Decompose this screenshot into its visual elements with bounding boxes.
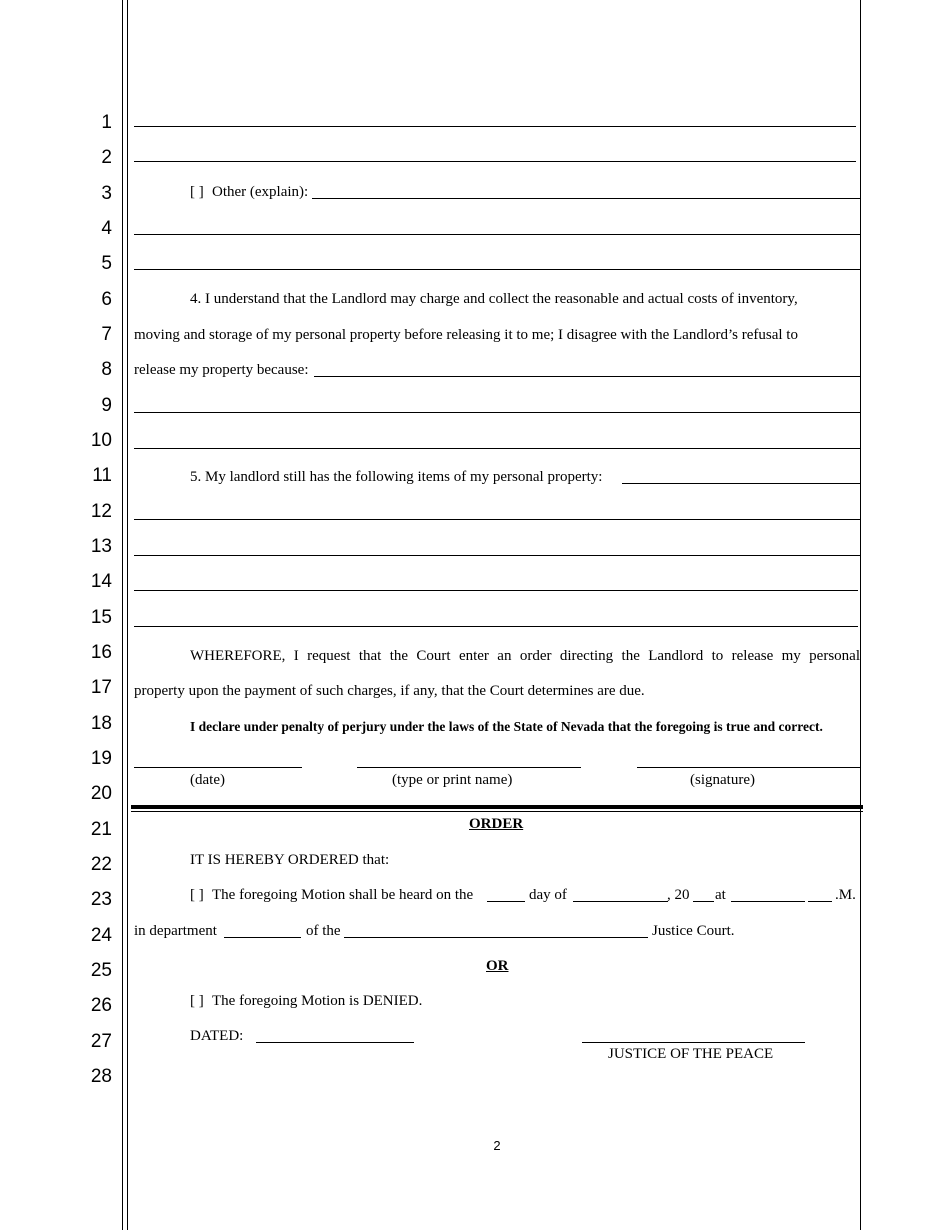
fill-line[interactable] <box>134 234 860 235</box>
line-number: 23 <box>90 889 112 910</box>
denied-text: The foregoing Motion is DENIED. <box>212 993 423 1009</box>
line-number: 7 <box>101 324 112 345</box>
margin-line-left-inner <box>127 0 128 1230</box>
line-number: 20 <box>90 783 112 804</box>
date-label: (date) <box>190 772 225 788</box>
order-title: ORDER <box>469 816 524 832</box>
line-number: 3 <box>101 183 112 204</box>
order-divider-thin <box>131 811 863 812</box>
hearing-year-blank[interactable] <box>693 901 714 902</box>
heard-text: The foregoing Motion shall be heard on the <box>212 887 474 903</box>
fill-line[interactable] <box>134 412 860 413</box>
line-number: 17 <box>90 677 112 698</box>
fill-line[interactable] <box>134 126 856 127</box>
meridiem-suffix: .M. <box>835 887 856 903</box>
ordered-text: IT IS HEREBY ORDERED that: <box>190 852 390 868</box>
signature-label: (signature) <box>690 772 755 788</box>
property-items-fill-line[interactable] <box>622 483 860 484</box>
signature-line[interactable] <box>637 767 860 768</box>
page-number: 2 <box>493 1138 501 1153</box>
para4-line3: release my property because: <box>134 362 309 378</box>
para5-line1: 5. My landlord still has the following items of my personal property: <box>190 469 603 485</box>
heard-checkbox[interactable]: [ ] <box>190 887 204 903</box>
line-number: 8 <box>101 359 112 380</box>
name-signature-line[interactable] <box>357 767 581 768</box>
dated-label: DATED: <box>190 1028 244 1044</box>
refusal-reason-fill-line[interactable] <box>314 376 860 377</box>
wherefore-line2: property upon the payment of such charges, if any, that the Court determines are due. <box>134 683 645 699</box>
order-divider-thick <box>131 805 863 809</box>
line-number: 19 <box>90 748 112 769</box>
line-number: 12 <box>90 501 112 522</box>
justice-label: JUSTICE OF THE PEACE <box>608 1046 774 1062</box>
justice-signature-line[interactable] <box>582 1042 805 1043</box>
line-number: 26 <box>90 995 112 1016</box>
denied-checkbox[interactable]: [ ] <box>190 993 204 1009</box>
line-number: 22 <box>90 854 112 875</box>
fill-line[interactable] <box>134 555 860 556</box>
hearing-time-blank[interactable] <box>731 901 805 902</box>
dated-blank[interactable] <box>256 1042 414 1043</box>
line-number: 25 <box>90 960 112 981</box>
justice-court-text: Justice Court. <box>652 923 735 939</box>
line-number: 2 <box>101 147 112 168</box>
line-number: 28 <box>90 1066 112 1087</box>
declaration: I declare under penalty of perjury under the laws of the State of Nevada that the foregoing is true and correct. <box>190 719 823 734</box>
other-checkbox[interactable]: [ ] <box>190 184 204 200</box>
para4-line2: moving and storage of my personal property before releasing it to me; I disagree with the Landlord’s refusal to <box>134 327 798 343</box>
wherefore-line1: WHEREFORE, I request that the Court enter an order directing the Landlord to release my personal <box>190 648 860 664</box>
or-label: OR <box>486 958 509 974</box>
margin-line-left-outer <box>122 0 123 1230</box>
line-number: 5 <box>101 253 112 274</box>
line-number: 21 <box>90 819 112 840</box>
fill-line[interactable] <box>134 448 860 449</box>
line-number: 16 <box>90 642 112 663</box>
hearing-month-blank[interactable] <box>573 901 668 902</box>
line-number: 18 <box>90 713 112 734</box>
margin-line-right <box>860 0 861 1230</box>
at-text: at <box>715 887 726 903</box>
date-signature-line[interactable] <box>134 767 302 768</box>
fill-line[interactable] <box>134 626 858 627</box>
hearing-meridiem-blank[interactable] <box>808 901 832 902</box>
hearing-day-blank[interactable] <box>487 901 525 902</box>
line-number: 6 <box>101 289 112 310</box>
line-number: 9 <box>101 395 112 416</box>
other-label: Other (explain): <box>212 184 309 200</box>
line-number: 11 <box>92 465 112 486</box>
line-number: 10 <box>90 430 112 451</box>
name-label: (type or print name) <box>392 772 513 788</box>
in-department-text: in department <box>134 923 217 939</box>
court-name-blank[interactable] <box>344 937 648 938</box>
of-the-text: of the <box>306 923 341 939</box>
line-number: 13 <box>90 536 112 557</box>
line-number: 27 <box>90 1031 112 1052</box>
department-blank[interactable] <box>224 937 301 938</box>
fill-line[interactable] <box>134 161 856 162</box>
para4-line1: 4. I understand that the Landlord may charge and collect the reasonable and actual costs of inventory, <box>190 291 798 307</box>
line-number: 14 <box>90 571 112 592</box>
fill-line[interactable] <box>134 519 860 520</box>
other-fill-line[interactable] <box>312 198 860 199</box>
line-number: 24 <box>90 925 112 946</box>
year-prefix-text: , 20 <box>667 887 690 903</box>
day-of-text: day of <box>529 887 567 903</box>
line-number: 1 <box>101 112 112 133</box>
line-number: 15 <box>90 607 112 628</box>
line-number: 4 <box>101 218 112 239</box>
fill-line[interactable] <box>134 269 860 270</box>
fill-line[interactable] <box>134 590 858 591</box>
